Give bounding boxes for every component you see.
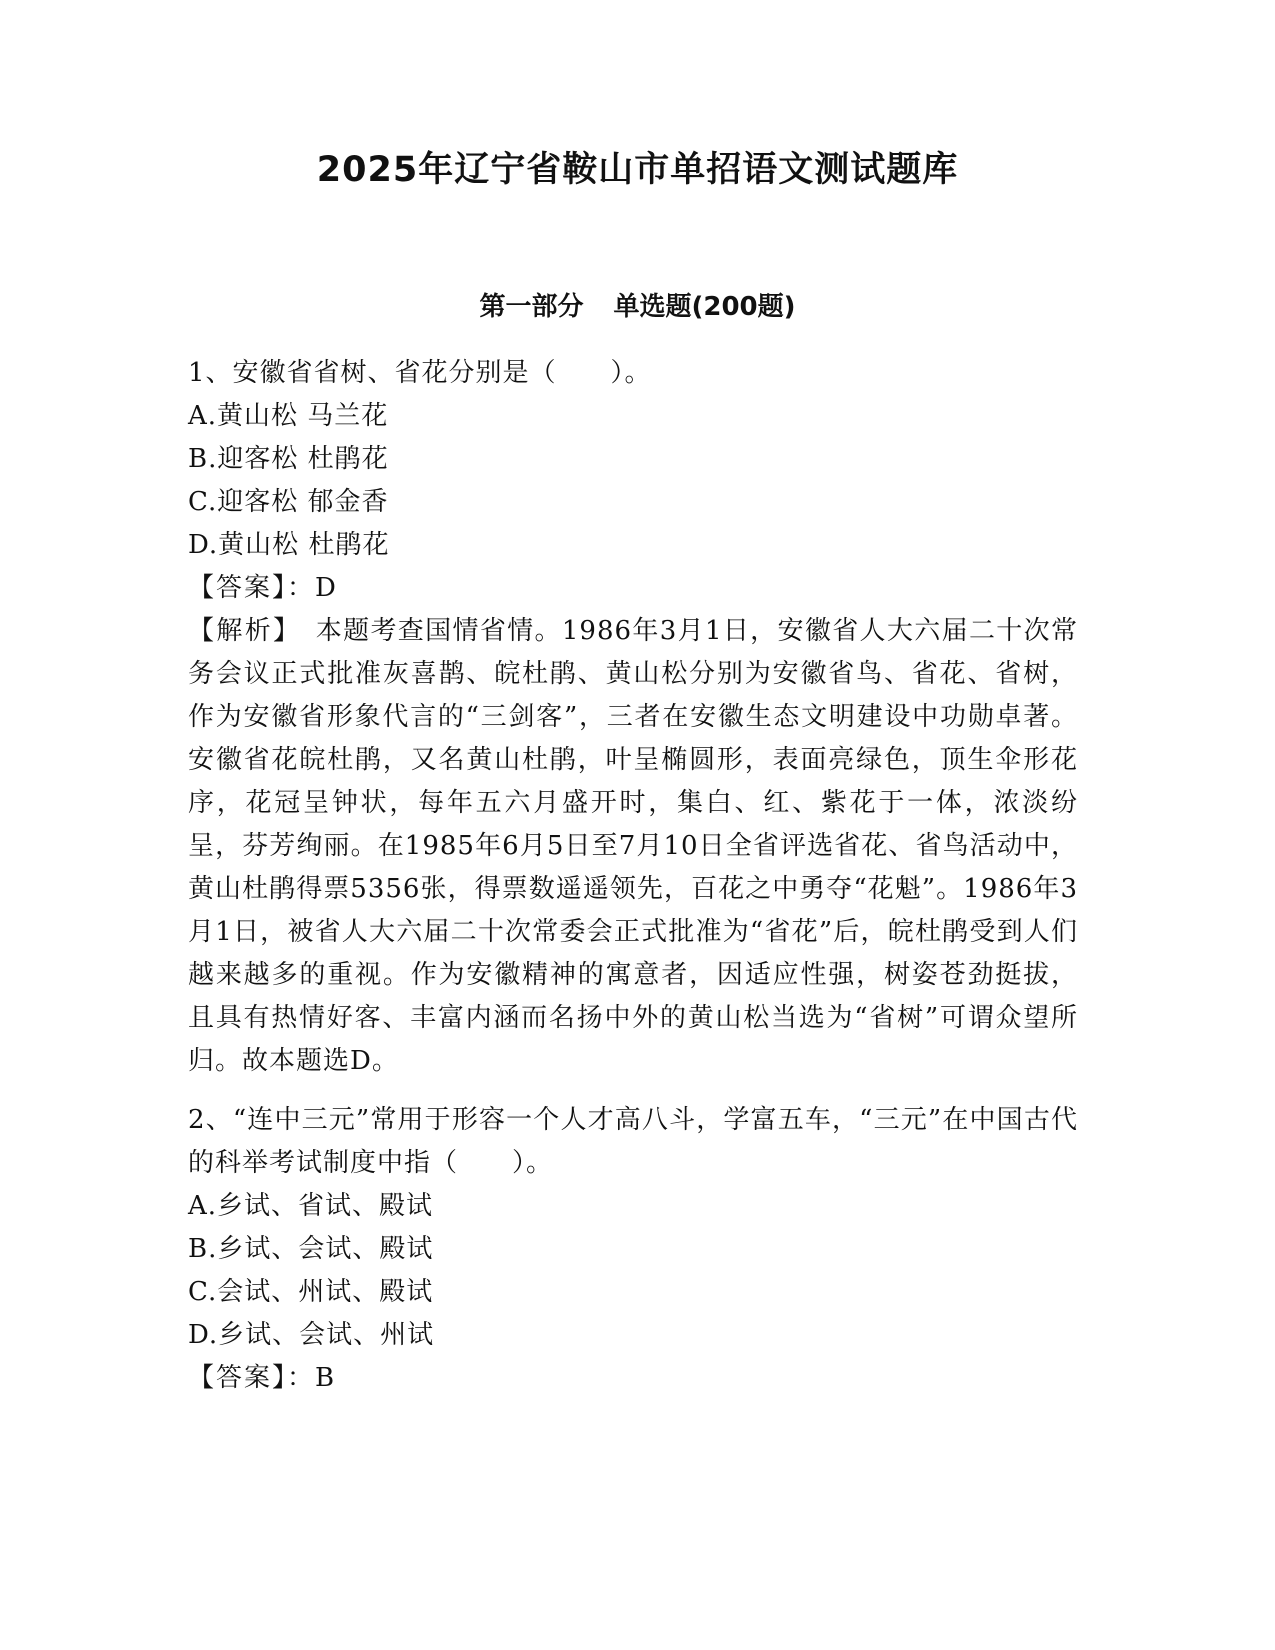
section-title	[0, 290, 1275, 324]
option-d: D.黄山松 杜鹃花	[188, 530, 390, 560]
answer-label: 【答案】：	[188, 1363, 316, 1393]
answer-label: 【答案】：	[188, 573, 316, 603]
option-b: B.迎客松 杜鹃花	[188, 444, 389, 474]
section-part: 第一部分	[479, 292, 584, 322]
analysis-paragraph	[188, 610, 1078, 1083]
option-c: C.迎客松 郁金香	[188, 487, 389, 517]
question-list	[188, 352, 1078, 1416]
section-name: 单选题(200题)	[613, 292, 796, 322]
option-a: A.黄山松 马兰花	[188, 401, 389, 431]
option-c: C.会试、州试、殿试	[188, 1277, 434, 1307]
question-stem: 2、“连中三元”常用于形容一个人才高八斗，学富五车，“三元”在中国古代的科举考试制度中指（ ）。	[188, 1105, 1078, 1178]
analysis-text: 本题考查国情省情。1986年3月1日，安徽省人大六届二十次常务会议正式批准灰喜鹊、皖杜鹃、黄山松分别为安徽省鸟、省花、省树，作为安徽省形象代言的“三剑客”，三者在安徽生态文明建设中功勋卓著。安徽省花皖杜鹃，又名黄山杜鹃，叶呈椭圆形，表面亮绿色，顶生伞形花序，花冠呈钟状，每年五六月盛开时，集白、红、紫花于一体，浓淡纷呈，芬芳绚丽。在1985年6月5日至7月10日全省评选省花、省鸟活动中，黄山杜鹃得票5356张，得票数遥遥领先，百花之中勇夺“花魁”。1986年3月1日，被省人大六届二十次常委会正式批准为“省花”后，皖杜鹃受到人们越来越多的重视。作为安徽精神的寓意者，因适应性强，树姿苍劲挺拔，且具有热情好客、丰富内涵而名扬中外的黄山松当选为“省树”可谓众望所归。故本题选D。	[188, 616, 1078, 1076]
analysis-label: 【解析】	[188, 616, 289, 646]
question-2	[188, 1099, 1078, 1400]
question-stem: 1、安徽省省树、省花分别是（ ）。	[188, 358, 652, 388]
answer-value: B	[315, 1363, 336, 1393]
option-a: A.乡试、省试、殿试	[188, 1191, 434, 1221]
question-1	[188, 352, 1078, 1083]
document-title: 2025年辽宁省鞍山市单招语文测试题库	[316, 150, 959, 190]
answer-line	[188, 567, 1078, 610]
answer-line	[188, 1357, 1078, 1400]
option-b: B.乡试、会试、殿试	[188, 1234, 434, 1264]
answer-value: D	[315, 573, 337, 603]
option-d: D.乡试、会试、州试	[188, 1320, 435, 1350]
